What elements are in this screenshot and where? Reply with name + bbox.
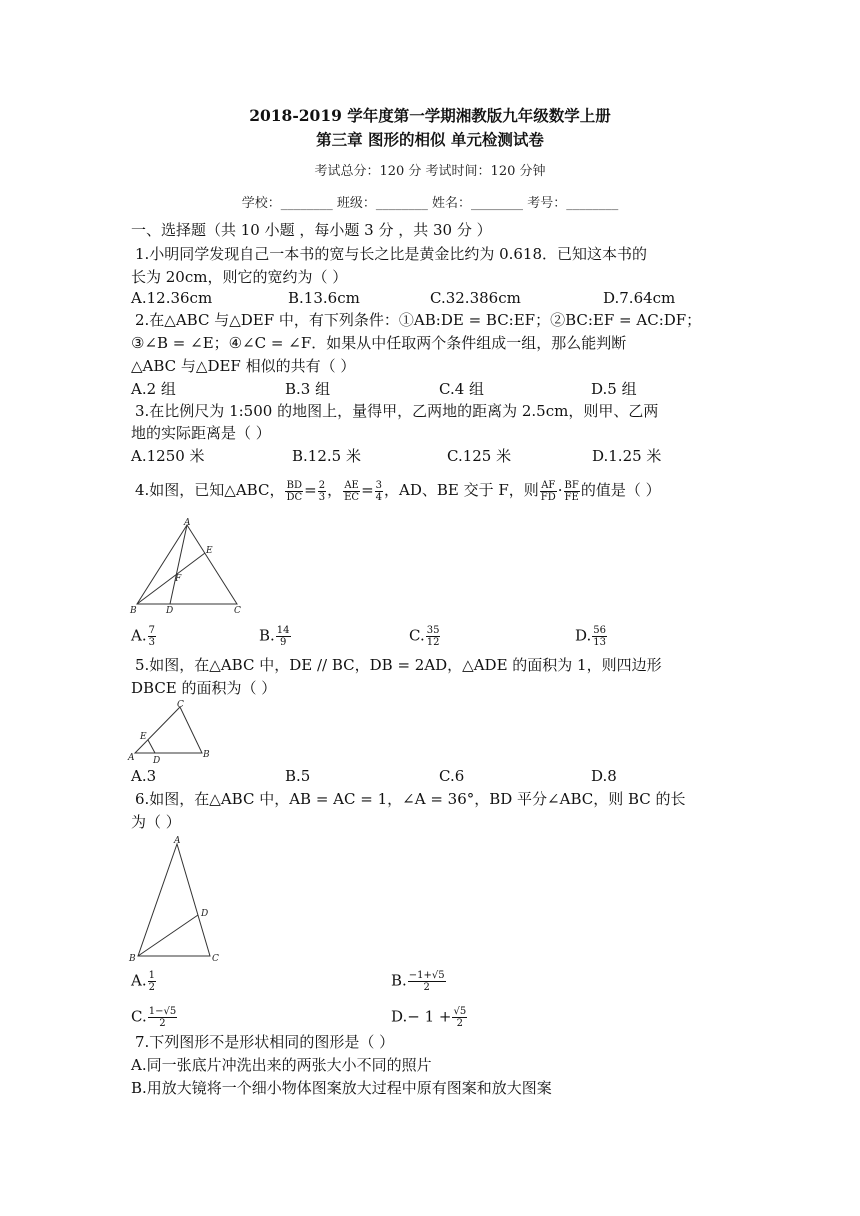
q6-option-a: A. $\frac{1}{2}$ xyxy=(131,970,155,993)
q1-option-b: B.13.6cm xyxy=(288,289,360,307)
q4-label-a: A xyxy=(184,518,191,528)
q1-line1: 1.小明同学发现自己一本书的宽与长之比是黄金比约为 0.618．已知这本书的 xyxy=(135,245,648,263)
q4-triangle-figure xyxy=(125,515,255,620)
q6-label-b: B xyxy=(129,954,136,964)
section-heading: 一、选择题（共 10 小题 ，每小题 3 分 ，共 30 分 ） xyxy=(131,221,492,239)
q6-label-c: C xyxy=(212,954,219,964)
q5-triangle-figure xyxy=(125,697,220,765)
q5-option-b: B.5 xyxy=(285,767,311,785)
q5-label-b: B xyxy=(203,750,210,760)
q4-frac-af-fd: $\frac{AF}{FD}$ xyxy=(540,479,556,503)
q7-option-b: B.用放大镜将一个细小物体图案放大过程中原有图案和放大图案 xyxy=(131,1079,552,1097)
exam-title: 2018-2019 学年度第一学期湘教版九年级数学上册 xyxy=(249,106,611,125)
student-info: 学校：________ 班级：________ 姓名：________ 考号：________ xyxy=(241,196,619,211)
q6-option-c: C. $\frac{1-√5}{2}$ xyxy=(131,1006,177,1029)
q2-line3: △ABC 与△DEF 相似的共有（ ） xyxy=(131,357,356,375)
q6-line2: 为（ ） xyxy=(131,813,181,831)
q4-frac-2-3: $\frac{2}{3}$ xyxy=(318,479,326,503)
q6-triangle-figure xyxy=(125,832,235,967)
q1-line2: 长为 20cm，则它的宽约为（ ） xyxy=(131,268,348,286)
q5-line2: DBCE 的面积为（ ） xyxy=(131,679,277,697)
q1-option-d: D.7.64cm xyxy=(603,289,676,307)
exam-info: 考试总分：120 分 考试时间：120 分钟 xyxy=(314,164,546,179)
q6-option-b: B. $\frac{-1+√5}{2}$ xyxy=(391,970,445,993)
q5-label-e: E xyxy=(140,732,147,742)
q3-option-c: C.125 米 xyxy=(447,447,512,465)
q6-label-d: D xyxy=(201,909,209,919)
q2-option-d: D.5 组 xyxy=(591,380,637,398)
q6-line1: 6.如图，在△ABC 中，AB = AC = 1，∠A = 36°，BD 平分∠ABC，则 BC 的长 xyxy=(135,790,686,808)
q2-line1: 2.在△ABC 与△DEF 中，有下列条件：①AB:DE = BC:EF；②BC:EF = AC:DF； xyxy=(135,311,702,329)
q5-line1: 5.如图，在△ABC 中，DE // BC，DB = 2AD，△ADE 的面积为 1，则四边形 xyxy=(135,656,662,674)
q4-frac-bf-fe: $\frac{BF}{FE}$ xyxy=(564,479,579,503)
q3-option-b: B.12.5 米 xyxy=(292,447,361,465)
q4-label-e: E xyxy=(206,546,213,556)
q4-option-b: B. $\frac{14}{9}$ xyxy=(259,625,290,648)
q4-option-a: A. $\frac{7}{3}$ xyxy=(131,625,155,648)
q4-prefix: 4.如图，已知△ABC， xyxy=(135,481,285,499)
exam-subtitle: 第三章 图形的相似 单元检测试卷 xyxy=(316,130,544,149)
q4-label-b: B xyxy=(130,606,137,616)
q7-line1: 7.下列图形不是形状相同的图形是（ ） xyxy=(135,1033,395,1051)
q5-label-c: C xyxy=(177,700,184,710)
q2-option-a: A.2 组 xyxy=(131,380,176,398)
q2-option-c: C.4 组 xyxy=(439,380,485,398)
q5-label-d: D xyxy=(153,756,161,765)
q4-frac-bd-dc: $\frac{BD}{DC}$ xyxy=(286,479,303,503)
q5-option-d: D.8 xyxy=(591,767,617,785)
q6-option-d: D.− 1 + $\frac{√5}{2}$ xyxy=(391,1006,467,1029)
q7-option-a: A.同一张底片冲洗出来的两张大小不同的照片 xyxy=(131,1056,432,1074)
q4-label-c: C xyxy=(234,606,241,616)
q4-option-c: C. $\frac{35}{12}$ xyxy=(409,625,440,648)
q3-option-d: D.1.25 米 xyxy=(592,447,662,465)
q2-line2: ③∠B = ∠E；④∠C = ∠F．如果从中任取两个条件组成一组，那么能判断 xyxy=(131,334,627,352)
q5-option-a: A.3 xyxy=(131,767,157,785)
q1-option-a: A.12.36cm xyxy=(131,289,213,307)
q4-option-d: D. $\frac{56}{13}$ xyxy=(575,625,606,648)
q6-label-a: A xyxy=(174,836,181,846)
q3-line1: 3.在比例尺为 1:500 的地图上，量得甲，乙两地的距离为 2.5cm，则甲、乙两 xyxy=(135,402,659,420)
q5-option-c: C.6 xyxy=(439,767,465,785)
q4-frac-3-4: $\frac{3}{4}$ xyxy=(375,479,383,503)
q1-option-c: C.32.386cm xyxy=(430,289,521,307)
q4-stem: 4.如图，已知△ABC， $\frac{BD}{DC}$ = $\frac{2}{3}$ ， $\frac{AE}{EC}$ = $\frac{3}{4}$ ，AD、BE 交于 F，则 $\frac{AF}{FD}$ · $\frac{BF}{FE}$ 的值是（ ） xyxy=(135,479,661,503)
q4-frac-ae-ec: $\frac{AE}{EC}$ xyxy=(344,479,360,503)
q3-line2: 地的实际距离是（ ） xyxy=(131,424,271,442)
q4-label-f: F xyxy=(175,574,182,584)
q4-label-d: D xyxy=(166,606,174,616)
q5-label-a: A xyxy=(128,753,135,763)
q2-option-b: B.3 组 xyxy=(285,380,331,398)
q3-option-a: A.1250 米 xyxy=(131,447,205,465)
